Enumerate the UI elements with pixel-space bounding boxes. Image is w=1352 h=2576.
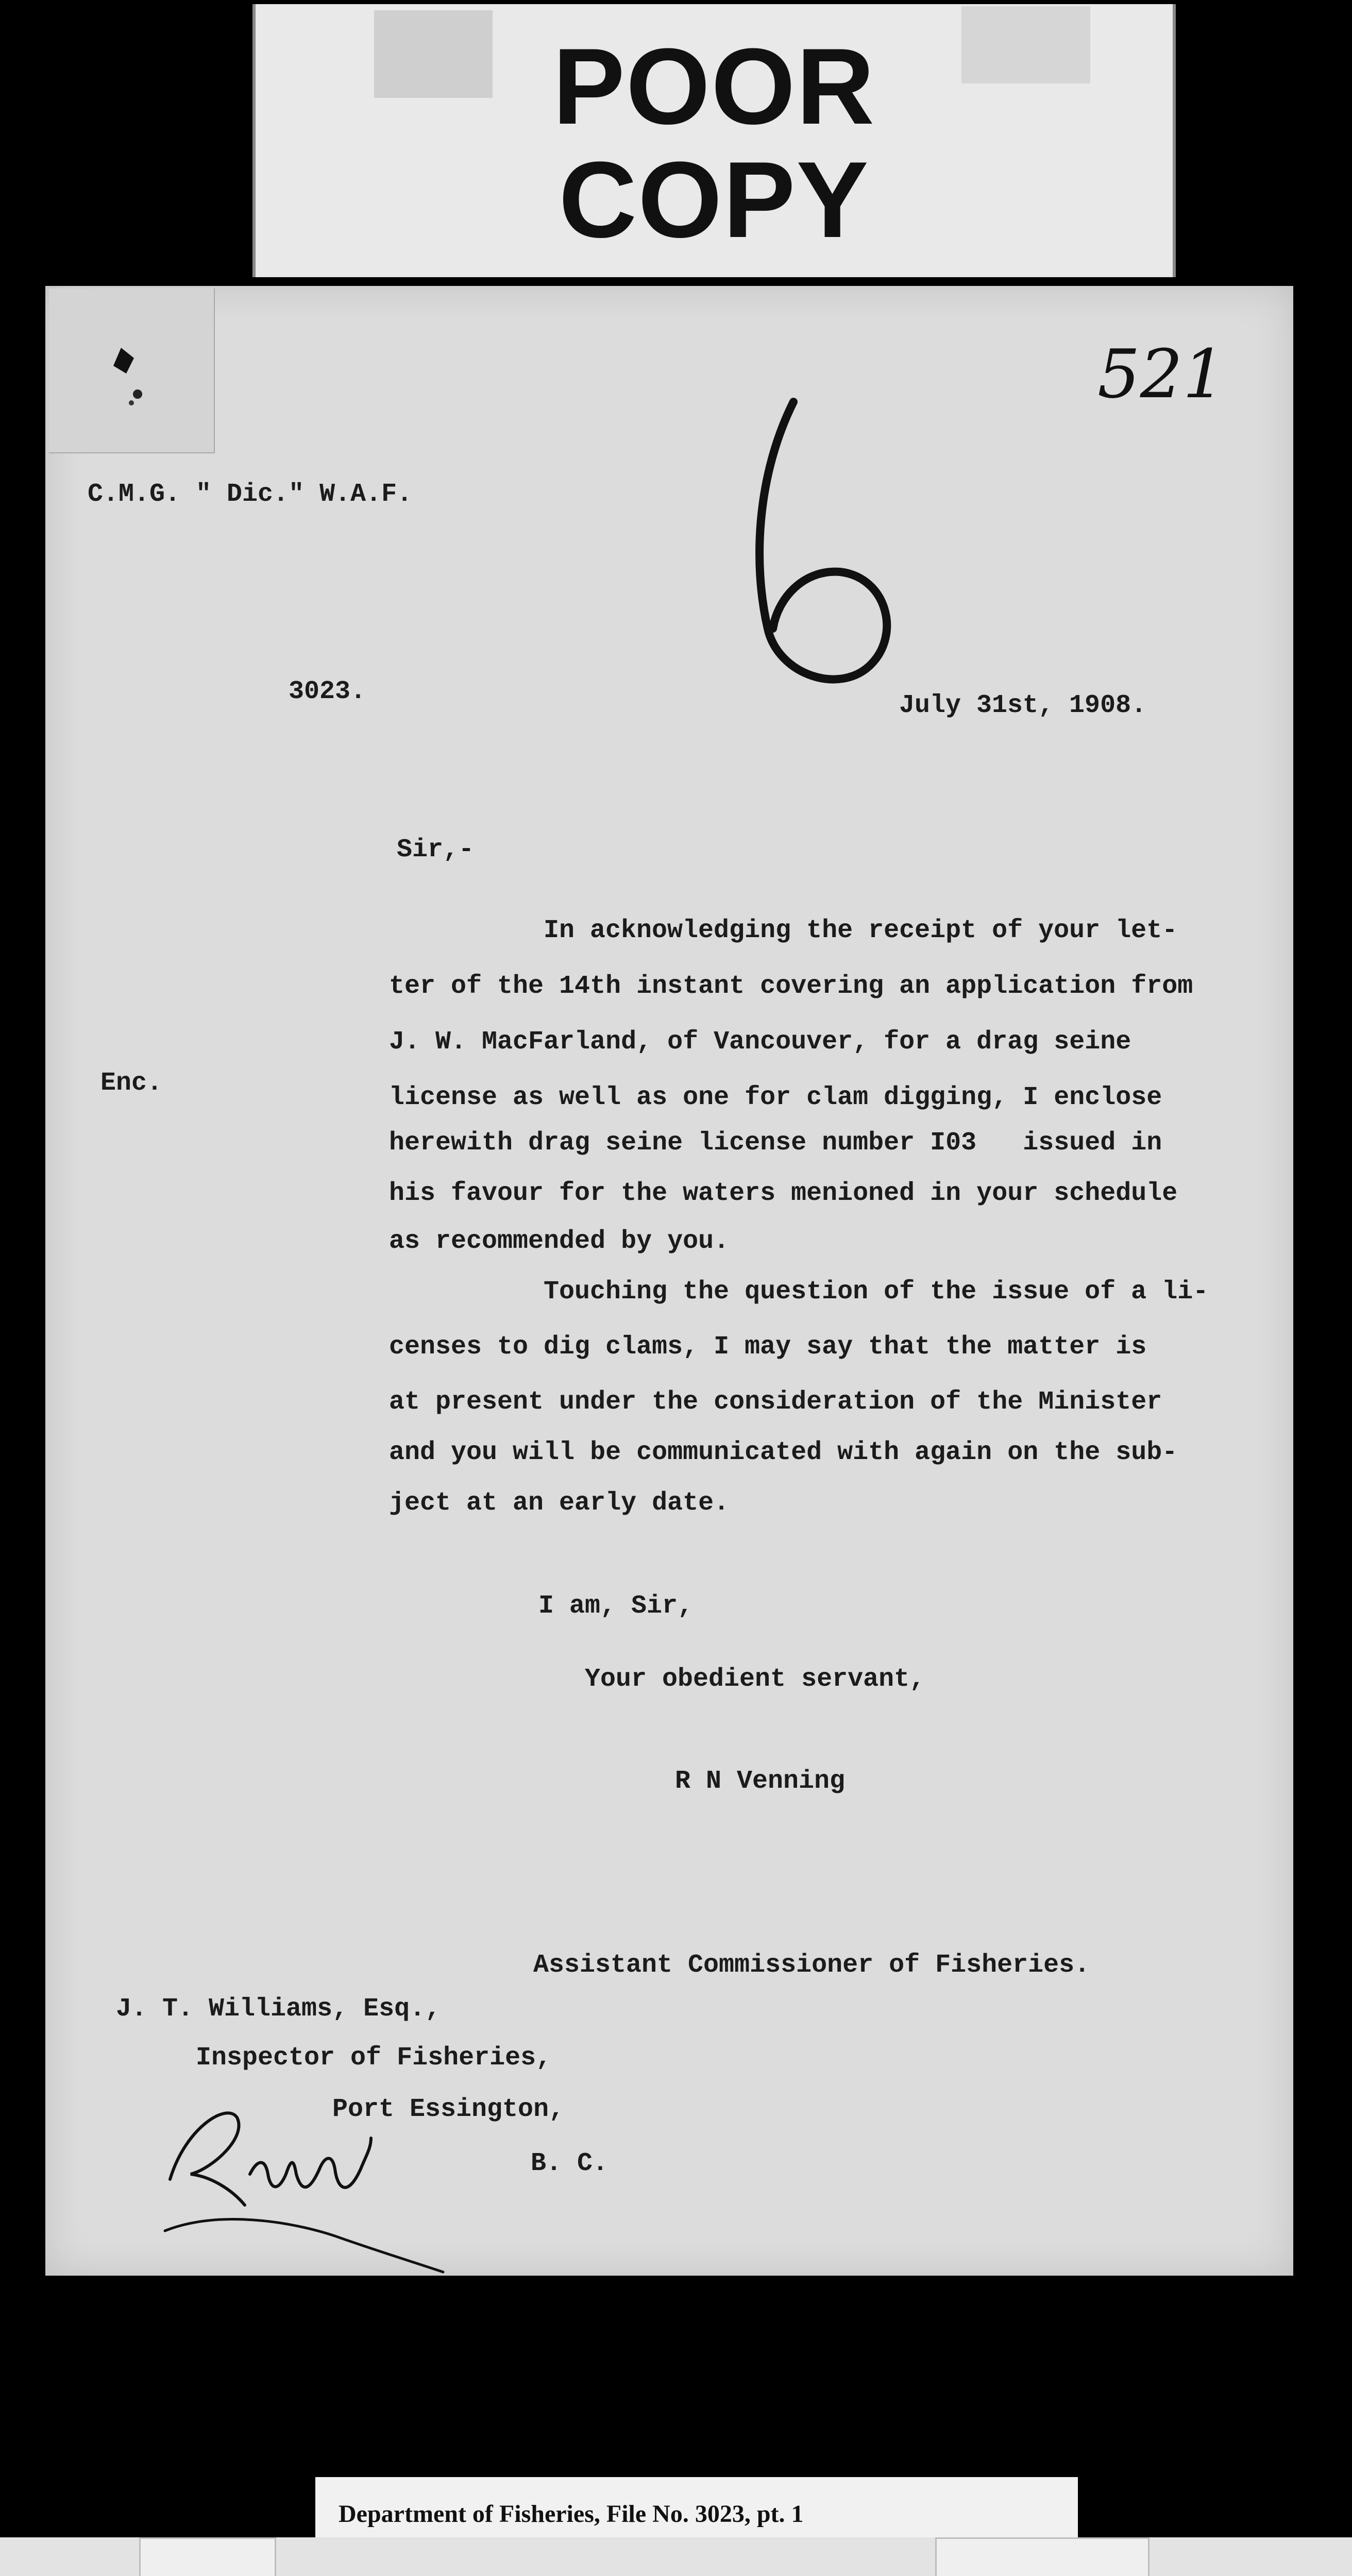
handwritten-initials-icon bbox=[155, 2081, 464, 2277]
addressee-line: Port Essington, bbox=[332, 2095, 565, 2124]
body-line: as recommended by you. bbox=[389, 1227, 730, 1256]
body-line: at present under the consideration of the Minister bbox=[389, 1387, 1162, 1417]
punch-mark-icon bbox=[106, 345, 152, 407]
body-line: censes to dig clams, I may say that the matter is bbox=[389, 1332, 1147, 1362]
handwritten-six-icon bbox=[737, 392, 907, 701]
marginal-number bbox=[737, 392, 907, 701]
body-line: In acknowledging the receipt of your let- bbox=[544, 916, 1178, 945]
body-line: license as well as one for clam digging, I enclose bbox=[389, 1083, 1162, 1112]
body-line: J. W. MacFarland, of Vancouver, for a drag seine bbox=[389, 1027, 1131, 1057]
department-file-text: Department of Fisheries, File No. 3023, pt. 1 bbox=[339, 2500, 804, 2528]
file-number: 3023. bbox=[289, 677, 366, 706]
department-file-label bbox=[315, 2477, 1078, 2544]
tape-patch bbox=[935, 2537, 1150, 2576]
enclosure-note: Enc. bbox=[100, 1069, 163, 1098]
poor-copy-stamp bbox=[252, 4, 1176, 277]
stamp-line-poor: POOR bbox=[552, 26, 876, 147]
letter-date: July 31st, 1908. bbox=[899, 691, 1147, 720]
signature: R N Venning bbox=[675, 1767, 846, 1796]
signatory-title: Assistant Commissioner of Fisheries. bbox=[533, 1951, 1090, 1980]
body-line: herewith drag seine license number I03 issued in bbox=[389, 1128, 1162, 1158]
closing-line: Your obedient servant, bbox=[585, 1665, 925, 1694]
body-line: his favour for the waters menioned in your schedule bbox=[389, 1179, 1178, 1208]
addressee-line: J. T. Williams, Esq., bbox=[116, 1994, 441, 2024]
body-line: Touching the question of the issue of a li- bbox=[544, 1277, 1209, 1307]
tape-patch bbox=[139, 2537, 276, 2576]
stamp-line-copy: COPY bbox=[559, 139, 870, 260]
salutation: Sir,- bbox=[397, 835, 475, 865]
body-line: and you will be communicated with again on the sub- bbox=[389, 1438, 1178, 1467]
body-line: ter of the 14th instant covering an application from bbox=[389, 972, 1193, 1001]
closing-line: I am, Sir, bbox=[538, 1591, 694, 1621]
public-archives-stamp bbox=[0, 2537, 1352, 2576]
reference-line: C.M.G. " Dic." W.A.F. bbox=[88, 480, 413, 509]
addressee-line: Inspector of Fisheries, bbox=[196, 2043, 552, 2073]
addressee-line: B. C. bbox=[531, 2149, 609, 2178]
body-line: ject at an early date. bbox=[389, 1488, 730, 1518]
folio-number: 521 bbox=[1097, 335, 1226, 413]
